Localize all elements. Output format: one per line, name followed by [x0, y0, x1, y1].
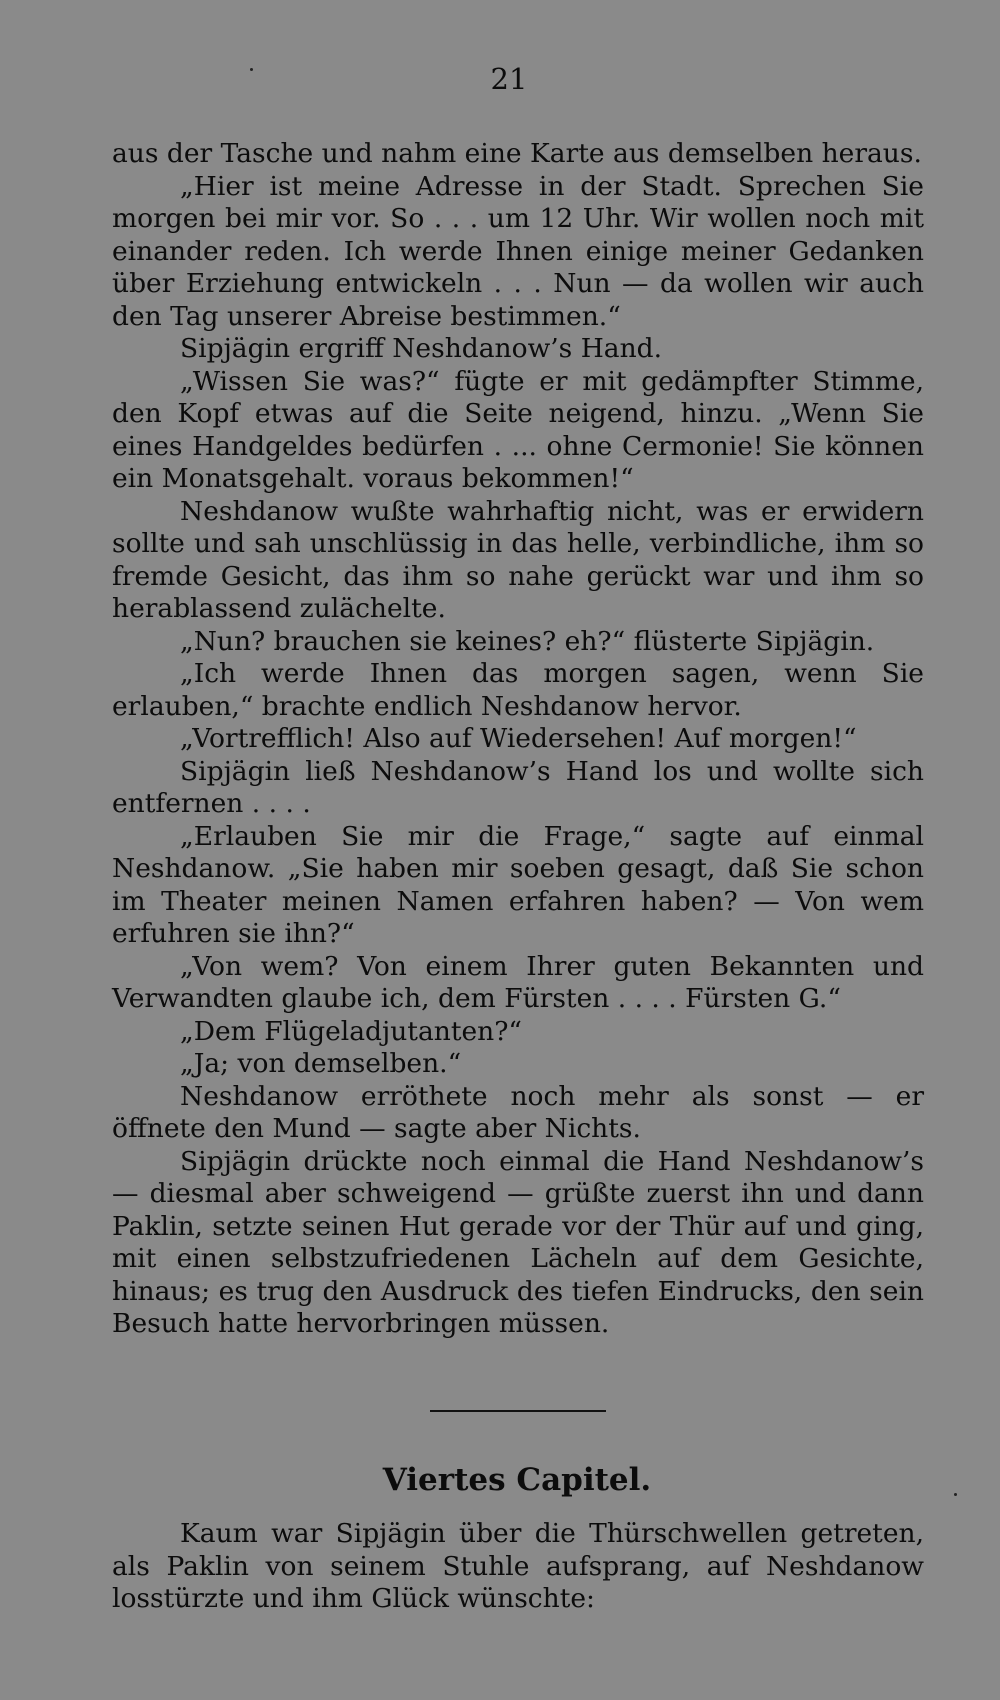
chapter-heading: Viertes Capitel. [382, 1462, 652, 1498]
paragraph: „Dem Flügeladjutanten?“ [180, 1015, 522, 1047]
paragraph: „Hier ist meine Adresse in der Stadt. Sprechen Sie morgen bei mir vor. So . . . um 12 Uhr. Wir wollen noch mit einander reden. Ich werde Ihnen einige meiner Gedanken über Erziehung entwickeln . . . Nun — da wollen wir auch den Tag unserer Abreise bestimmen.“ [112, 170, 924, 332]
paragraph: „Ja; von demselben.“ [180, 1048, 462, 1079]
page-number: 21 [490, 62, 528, 96]
paragraph: „Nun? brauchen sie keines? eh?“ flüsterte Sipjägin. [180, 625, 875, 657]
paragraph: Neshdanow erröthete noch mehr als sonst — er öffnete den Mund — sagte aber Nichts. [112, 1080, 924, 1144]
chapter-text [112, 1518, 924, 1616]
paragraph: „Erlauben Sie mir die Frage,“ sagte auf einmal Neshdanow. „Sie haben mir soeben gesagt, daß Sie schon im Theater meinen Namen erfahren haben? — Von wem erfuhren sie ihn?“ [112, 820, 924, 949]
paragraph: Sipjägin drückte noch einmal die Hand Neshdanow’s — diesmal aber schweigend — grüßte zuerst ihn und dann Paklin, setzte seinen Hut gerade vor der Thür auf und ging, mit einen selbstzufriedenen Lächeln auf dem Gesichte, hinaus; es trug den Ausdruck des tiefen Eindrucks, den sein Besuch hatte hervorbringen müssen. [112, 1145, 924, 1339]
paragraph: Sipjägin ergriff Neshdanow’s Hand. [180, 333, 663, 364]
print-speck [250, 68, 253, 71]
paragraph: „Ich werde Ihnen das morgen sagen, wenn Sie erlauben,“ brachte endlich Neshdanow hervor. [112, 658, 924, 722]
print-speck [954, 1493, 957, 1496]
paragraph: „Wissen Sie was?“ fügte er mit gedämpfter Stimme, den Kopf etwas auf die Seite neigend, hinzu. „Wenn Sie eines Handgeldes bedürfen . ... ohne Cermonie! Sie können ein Monatsgehalt. voraus bekommen!“ [112, 365, 924, 494]
paragraph: Kaum war Sipjägin über die Thürschwellen getreten, als Paklin von seinem Stuhle aufsprang, auf Neshdanow losstürzte und ihm Glück wünschte: [112, 1518, 924, 1614]
paragraph: Sipjägin ließ Neshdanow’s Hand los und wollte sich entfernen . . . . [112, 755, 924, 819]
paragraph: „Von wem? Von einem Ihrer guten Bekannten und Verwandten glaube ich, dem Fürsten . . . . Fürsten G.“ [112, 950, 924, 1014]
paragraph: „Vortrefflich! Also auf Wiedersehen! Auf morgen!“ [180, 723, 857, 754]
paragraph: Neshdanow wußte wahrhaftig nicht, was er erwidern sollte und sah unschlüssig in das helle, verbindliche, ihm so fremde Gesicht, das ihm so nahe gerückt war und ihm so herablassend zulächelte. [112, 495, 924, 624]
section-divider [430, 1410, 606, 1412]
body-text [112, 138, 924, 1341]
paragraph: aus der Tasche und nahm eine Karte aus demselben heraus. [112, 138, 922, 169]
